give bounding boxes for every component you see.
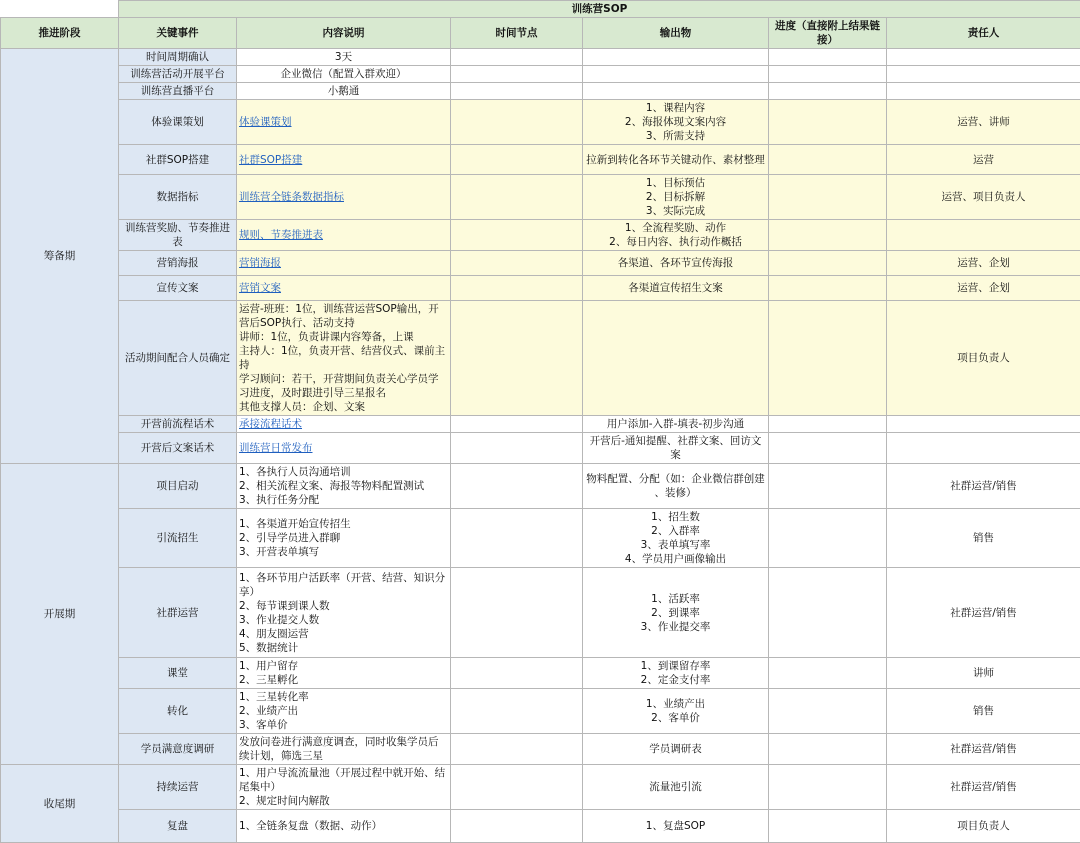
- event-cell[interactable]: 学员满意度调研: [119, 734, 237, 765]
- time-cell[interactable]: [451, 49, 583, 66]
- event-cell[interactable]: 营销海报: [119, 251, 237, 276]
- header-content: 内容说明: [237, 18, 451, 49]
- owner-cell[interactable]: 社群运营/销售: [887, 734, 1080, 765]
- time-cell[interactable]: [451, 301, 583, 416]
- content-line: 1、三星转化率: [239, 690, 448, 704]
- content-line: 2、每节课到课人数: [239, 599, 448, 613]
- content-cell[interactable]: [237, 175, 451, 220]
- content-cell[interactable]: [237, 689, 451, 734]
- content-link[interactable]: 社群SOP搭建: [239, 154, 302, 166]
- output-line: 3、所需支持: [585, 129, 766, 143]
- content-cell[interactable]: [237, 301, 451, 416]
- table-row: [1, 175, 1080, 220]
- content-line: 4、朋友圈运营: [239, 627, 448, 641]
- output-cell[interactable]: [583, 464, 769, 509]
- owner-cell[interactable]: 运营、项目负责人: [887, 175, 1080, 220]
- time-cell[interactable]: [451, 810, 583, 843]
- owner-cell[interactable]: [887, 66, 1080, 83]
- table-row: [1, 276, 1080, 301]
- owner-cell[interactable]: 运营: [887, 145, 1080, 175]
- output-line: 1、全流程奖励、动作: [585, 221, 766, 235]
- output-line: 、装修）: [585, 486, 766, 500]
- content-line: 5、数据统计: [239, 641, 448, 655]
- content-line: 主持人：1位，负责开营、结营仪式、课前主持: [239, 344, 448, 372]
- owner-cell[interactable]: 项目负责人: [887, 301, 1080, 416]
- content-line: 运营-班班：1位，训练营运营SOP输出，开营后SOP执行、活动支持: [239, 302, 448, 330]
- content-line: 2、相关流程文案、海报等物料配置测试: [239, 479, 448, 493]
- output-line: 1、招生数: [585, 510, 766, 524]
- output-cell[interactable]: [583, 568, 769, 658]
- table-row: [1, 689, 1080, 734]
- table-row: [1, 734, 1080, 765]
- time-cell[interactable]: [451, 251, 583, 276]
- output-line: 1、复盘SOP: [585, 819, 766, 833]
- content-cell[interactable]: [237, 658, 451, 689]
- content-line: 1、各渠道开始宣传招生: [239, 517, 448, 531]
- event-cell[interactable]: 持续运营: [119, 765, 237, 810]
- header-owner: 责任人: [887, 18, 1080, 49]
- time-cell[interactable]: [451, 658, 583, 689]
- output-line: 1、活跃率: [585, 592, 766, 606]
- content-line: 2、引导学员进入群聊: [239, 531, 448, 545]
- output-cell[interactable]: [583, 658, 769, 689]
- progress-cell[interactable]: [769, 416, 887, 433]
- owner-cell[interactable]: 社群运营/销售: [887, 464, 1080, 509]
- content-link[interactable]: 承接流程话术: [239, 418, 302, 430]
- time-cell[interactable]: [451, 765, 583, 810]
- owner-cell[interactable]: 销售: [887, 509, 1080, 568]
- progress-cell[interactable]: [769, 100, 887, 145]
- sheet-title: 训练营SOP: [119, 1, 1080, 18]
- content-line: 3、客单价: [239, 718, 448, 732]
- table-row: [1, 568, 1080, 658]
- event-cell[interactable]: 项目启动: [119, 464, 237, 509]
- progress-cell[interactable]: [769, 49, 887, 66]
- table-row: [1, 433, 1080, 464]
- content-cell[interactable]: [237, 251, 451, 276]
- time-cell[interactable]: [451, 100, 583, 145]
- table-row: [1, 220, 1080, 251]
- output-cell[interactable]: [583, 100, 769, 145]
- content-line: 1、各执行人员沟通培训: [239, 465, 448, 479]
- content-cell[interactable]: [237, 734, 451, 765]
- event-cell[interactable]: 宣传文案: [119, 276, 237, 301]
- progress-cell[interactable]: [769, 464, 887, 509]
- header-event: 关键事件: [119, 18, 237, 49]
- event-cell[interactable]: 活动期间配合人员确定: [119, 301, 237, 416]
- progress-cell[interactable]: [769, 433, 887, 464]
- event-cell[interactable]: 训练营直播平台: [119, 83, 237, 100]
- output-cell[interactable]: 各渠道宣传招生文案: [583, 276, 769, 301]
- event-cell[interactable]: 社群运营: [119, 568, 237, 658]
- content-cell[interactable]: [237, 100, 451, 145]
- owner-cell[interactable]: 运营、企划: [887, 276, 1080, 301]
- progress-cell[interactable]: [769, 301, 887, 416]
- content-cell[interactable]: [237, 765, 451, 810]
- output-line: 2、每日内容、执行动作概括: [585, 235, 766, 249]
- content-line: 2、三星孵化: [239, 673, 448, 687]
- header-stage: 推进阶段: [1, 18, 119, 49]
- output-line: 2、到课率: [585, 606, 766, 620]
- time-cell[interactable]: [451, 276, 583, 301]
- content-cell[interactable]: [237, 568, 451, 658]
- content-cell[interactable]: [237, 220, 451, 251]
- output-cell[interactable]: [583, 83, 769, 100]
- event-cell[interactable]: 课堂: [119, 658, 237, 689]
- event-cell[interactable]: 体验课策划: [119, 100, 237, 145]
- time-cell[interactable]: [451, 509, 583, 568]
- progress-cell[interactable]: [769, 658, 887, 689]
- owner-cell[interactable]: 讲师: [887, 658, 1080, 689]
- output-cell[interactable]: [583, 66, 769, 83]
- content-line: 3、作业提交人数: [239, 613, 448, 627]
- content-line: 发放问卷进行满意度调查，同时收集学员后续计划，筛选三星: [239, 735, 448, 763]
- output-cell[interactable]: [583, 220, 769, 251]
- progress-cell[interactable]: [769, 509, 887, 568]
- output-cell[interactable]: 拉新到转化各环节关键动作、素材整理: [583, 145, 769, 175]
- content-cell[interactable]: 小鹅通: [237, 83, 451, 100]
- table-row: [1, 100, 1080, 145]
- time-cell[interactable]: [451, 568, 583, 658]
- output-line: 3、作业提交率: [585, 620, 766, 634]
- event-cell[interactable]: 数据指标: [119, 175, 237, 220]
- content-line: 其他支撑人员：企划、文案: [239, 400, 448, 414]
- output-cell[interactable]: 各渠道、各环节宣传海报: [583, 251, 769, 276]
- event-cell[interactable]: 转化: [119, 689, 237, 734]
- output-line: 2、定金支付率: [585, 673, 766, 687]
- output-cell[interactable]: [583, 689, 769, 734]
- progress-cell[interactable]: [769, 276, 887, 301]
- output-cell[interactable]: [583, 509, 769, 568]
- time-cell[interactable]: [451, 145, 583, 175]
- owner-cell[interactable]: 运营、企划: [887, 251, 1080, 276]
- progress-cell[interactable]: [769, 689, 887, 734]
- table-row: [1, 810, 1080, 843]
- table-row: [1, 145, 1080, 175]
- output-cell[interactable]: 开营后-通知提醒、社群文案、回访文案: [583, 433, 769, 464]
- owner-cell[interactable]: 项目负责人: [887, 810, 1080, 843]
- output-line: 1、目标预估: [585, 176, 766, 190]
- table-row: [1, 658, 1080, 689]
- time-cell[interactable]: [451, 83, 583, 100]
- table-row: [1, 251, 1080, 276]
- content-line: 1、全链条复盘（数据、动作）: [239, 819, 448, 833]
- time-cell[interactable]: [451, 464, 583, 509]
- event-cell[interactable]: 开营后文案话术: [119, 433, 237, 464]
- content-link[interactable]: 营销文案: [239, 282, 281, 294]
- output-line: 3、实际完成: [585, 204, 766, 218]
- stage-prep: 筹备期: [1, 49, 119, 464]
- output-line: 2、客单价: [585, 711, 766, 725]
- progress-cell[interactable]: [769, 220, 887, 251]
- output-cell[interactable]: 学员调研表: [583, 734, 769, 765]
- progress-cell[interactable]: [769, 734, 887, 765]
- owner-cell[interactable]: [887, 220, 1080, 251]
- stage-close: 收尾期: [1, 765, 119, 843]
- output-line: 1、业绩产出: [585, 697, 766, 711]
- content-cell[interactable]: [237, 433, 451, 464]
- table-row: [1, 301, 1080, 416]
- table-row: [1, 66, 1080, 83]
- content-line: 1、用户导流流量池（开展过程中就开始、结尾集中）: [239, 766, 448, 794]
- table-row: [1, 49, 1080, 66]
- output-line: 物料配置、分配（如：企业微信群创建: [585, 472, 766, 486]
- content-line: 2、业绩产出: [239, 704, 448, 718]
- table-row: [1, 464, 1080, 509]
- header-progress: 进度（直接附上结果链接）: [769, 18, 887, 49]
- content-cell[interactable]: [237, 276, 451, 301]
- table-row: [1, 765, 1080, 810]
- content-cell[interactable]: [237, 810, 451, 843]
- content-link[interactable]: 营销海报: [239, 257, 281, 269]
- progress-cell[interactable]: [769, 568, 887, 658]
- time-cell[interactable]: [451, 689, 583, 734]
- output-line: 2、海报体现文案内容: [585, 115, 766, 129]
- output-cell[interactable]: 用户添加-入群-填表-初步沟通: [583, 416, 769, 433]
- owner-cell[interactable]: 运营、讲师: [887, 100, 1080, 145]
- time-cell[interactable]: [451, 433, 583, 464]
- output-line: 4、学员用户画像输出: [585, 552, 766, 566]
- owner-cell[interactable]: [887, 83, 1080, 100]
- progress-cell[interactable]: [769, 810, 887, 843]
- event-cell[interactable]: 引流招生: [119, 509, 237, 568]
- table-row: [1, 83, 1080, 100]
- output-cell[interactable]: [583, 810, 769, 843]
- owner-cell[interactable]: 社群运营/销售: [887, 568, 1080, 658]
- event-cell[interactable]: 开营前流程话术: [119, 416, 237, 433]
- progress-cell[interactable]: [769, 83, 887, 100]
- content-line: 学习顾问：若干，开营期间负责关心学员学习进度，及时跟进引导三星报名: [239, 372, 448, 400]
- owner-cell[interactable]: [887, 49, 1080, 66]
- owner-cell[interactable]: 销售: [887, 689, 1080, 734]
- output-line: 2、目标拆解: [585, 190, 766, 204]
- content-cell[interactable]: 3天: [237, 49, 451, 66]
- content-line: 1、各环节用户活跃率（开营、结营、知识分享）: [239, 571, 448, 599]
- header-time: 时间节点: [451, 18, 583, 49]
- content-line: 讲师：1位，负责讲课内容筹备，上课: [239, 330, 448, 344]
- output-cell[interactable]: 流量池引流: [583, 765, 769, 810]
- output-line: 3、表单填写率: [585, 538, 766, 552]
- output-cell[interactable]: [583, 301, 769, 416]
- event-cell[interactable]: 训练营奖励、节奏推进表: [119, 220, 237, 251]
- progress-cell[interactable]: [769, 66, 887, 83]
- event-cell[interactable]: 时间周期确认: [119, 49, 237, 66]
- time-cell[interactable]: [451, 175, 583, 220]
- table-row: [1, 416, 1080, 433]
- event-cell[interactable]: 复盘: [119, 810, 237, 843]
- progress-cell[interactable]: [769, 175, 887, 220]
- progress-cell[interactable]: [769, 765, 887, 810]
- stage-run: 开展期: [1, 464, 119, 765]
- content-link[interactable]: 训练营日常发布: [239, 442, 313, 454]
- content-line: 3、开营表单填写: [239, 545, 448, 559]
- content-cell[interactable]: [237, 509, 451, 568]
- time-cell[interactable]: [451, 734, 583, 765]
- content-link[interactable]: 体验课策划: [239, 116, 292, 128]
- content-cell[interactable]: [237, 464, 451, 509]
- content-line: 3、执行任务分配: [239, 493, 448, 507]
- owner-cell[interactable]: [887, 433, 1080, 464]
- output-cell[interactable]: [583, 175, 769, 220]
- owner-cell[interactable]: [887, 416, 1080, 433]
- content-link[interactable]: 训练营全链条数据指标: [239, 191, 344, 203]
- output-line: 1、到课留存率: [585, 659, 766, 673]
- time-cell[interactable]: [451, 416, 583, 433]
- time-cell[interactable]: [451, 66, 583, 83]
- table-row: [1, 509, 1080, 568]
- owner-cell[interactable]: 社群运营/销售: [887, 765, 1080, 810]
- content-cell[interactable]: 企业微信（配置入群欢迎）: [237, 66, 451, 83]
- output-cell[interactable]: [583, 49, 769, 66]
- content-link[interactable]: 规则、节奏推进表: [239, 229, 323, 241]
- header-output: 输出物: [583, 18, 769, 49]
- event-cell[interactable]: 训练营活动开展平台: [119, 66, 237, 83]
- output-line: 1、课程内容: [585, 101, 766, 115]
- output-line: 2、入群率: [585, 524, 766, 538]
- event-cell[interactable]: 社群SOP搭建: [119, 145, 237, 175]
- content-cell[interactable]: [237, 416, 451, 433]
- progress-cell[interactable]: [769, 145, 887, 175]
- content-line: 1、用户留存: [239, 659, 448, 673]
- progress-cell[interactable]: [769, 251, 887, 276]
- content-cell[interactable]: [237, 145, 451, 175]
- content-line: 2、规定时间内解散: [239, 794, 448, 808]
- time-cell[interactable]: [451, 220, 583, 251]
